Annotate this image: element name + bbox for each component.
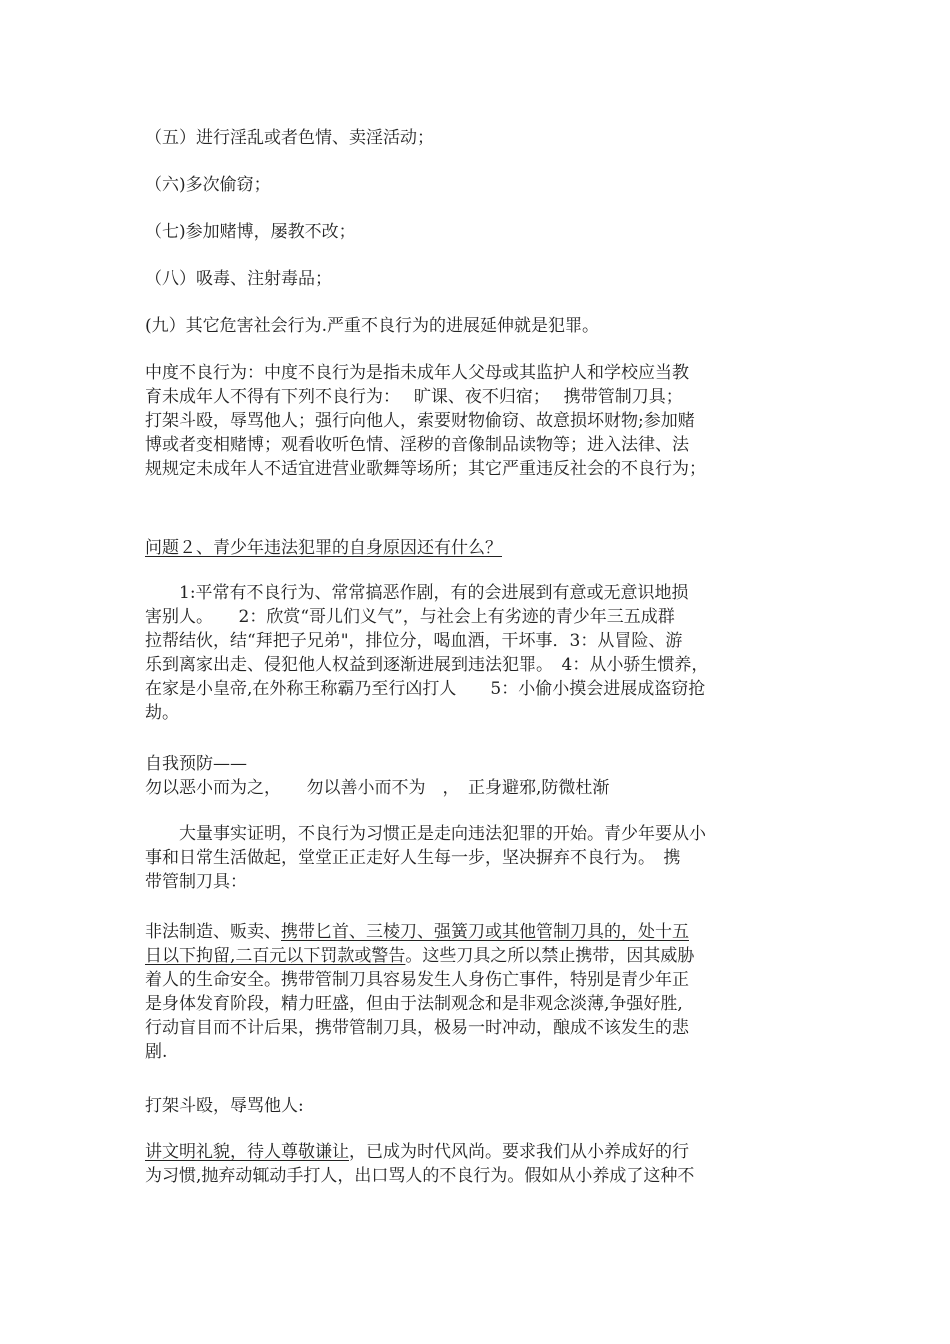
underlined-text: 携带匕首、三棱刀、强簧刀或其他管制刀具的，处十五 [281, 922, 689, 942]
self-prevention-motto: 勿以恶小而为之， 勿以善小而不为 ， 正身避邪,防微杜渐 [145, 778, 610, 798]
paragraph-line: 害别人。 2：欣赏“哥儿们义气”，与社会上有劣迹的青少年三五成群 [145, 607, 675, 627]
list-item-8: （八）吸毒、注射毒品； [145, 269, 332, 289]
paragraph-line: 行动盲目而不计后果，携带管制刀具，极易一时冲动，酿成不该发生的悲 [145, 1018, 689, 1038]
text-run: ，已成为时代风尚。要求我们从小养成好的行 [349, 1142, 689, 1162]
paragraph-line: 1:平常有不良行为、常常搞恶作剧，有的会进展到有意或无意识地损 [145, 583, 689, 603]
paragraph-line: 剧. [145, 1042, 168, 1062]
paragraph-line: 大量事实证明，不良行为习惯正是走向违法犯罪的开始。青少年要从小 [145, 824, 706, 844]
paragraph-line: 在家是小皇帝,在外称王称霸乃至行凶打人 5：小偷小摸会进展成盗窃抢 [145, 679, 706, 699]
fighting-heading: 打架斗殴，辱骂他人: [145, 1096, 304, 1116]
list-item-7: （七)参加赌博，屡教不改； [145, 222, 356, 242]
paragraph-line: 中度不良行为：中度不良行为是指未成年人父母或其监护人和学校应当教 [145, 363, 689, 383]
paragraph-line [145, 920, 689, 944]
paragraph-line: 规规定未成年人不适宜进营业歌舞等场所；其它严重违反社会的不良行为； [145, 459, 706, 479]
underlined-text: 日以下拘留,二百元以下罚款或警告 [145, 946, 406, 966]
paragraph-line: 乐到离家出走、侵犯他人权益到逐渐进展到违法犯罪。 4：从小骄生惯养， [145, 655, 709, 675]
list-item-6: （六)多次偷窃； [145, 175, 271, 195]
text-run: 。这些刀具之所以禁止携带，因其威胁 [405, 946, 695, 966]
paragraph-line: 带管制刀具： [145, 872, 247, 892]
paragraph-line: 拉帮结伙，结“拜把子兄弟"，排位分，喝血酒，干坏事．3：从冒险、游 [145, 631, 683, 651]
paragraph-line: 着人的生命安全。携带管制刀具容易发生人身伤亡事件，特别是青少年正 [145, 970, 689, 990]
question-2-heading: 问题２、青少年违法犯罪的自身原因还有什么？ [145, 538, 502, 558]
paragraph-line: 为习惯,抛弃动辄动手打人，出口骂人的不良行为。假如从小养成了这种不 [145, 1166, 695, 1186]
self-prevention-heading: 自我预防—— [145, 754, 247, 774]
paragraph-line [145, 1140, 689, 1164]
list-item-9: (九）其它危害社会行为.严重不良行为的进展延伸就是犯罪。 [145, 316, 600, 336]
paragraph-line: 事和日常生活做起，堂堂正正走好人生每一步，坚决摒弃不良行为。 携 [145, 848, 681, 868]
text-run: 非法制造、贩卖、 [145, 922, 281, 942]
paragraph-line [145, 944, 694, 968]
paragraph-line: 打架斗殴，辱骂他人；强行向他人，索要财物偷窃、故意损坏财物;参加赌 [145, 411, 695, 431]
paragraph-line: 博或者变相赌博；观看收听色情、淫秽的音像制品读物等；进入法律、法 [145, 435, 689, 455]
paragraph-line: 育未成年人不得有下列不良行为： 旷课、夜不归宿； 携带管制刀具； [145, 387, 683, 407]
paragraph-line: 劫。 [145, 703, 179, 723]
underlined-text: 讲文明礼貌，待人尊敬谦让 [145, 1142, 349, 1162]
paragraph-line: 是身体发育阶段，精力旺盛，但由于法制观念和是非观念淡薄,争强好胜, [145, 994, 683, 1014]
list-item-5: （五）进行淫乱或者色情、卖淫活动； [145, 128, 434, 148]
